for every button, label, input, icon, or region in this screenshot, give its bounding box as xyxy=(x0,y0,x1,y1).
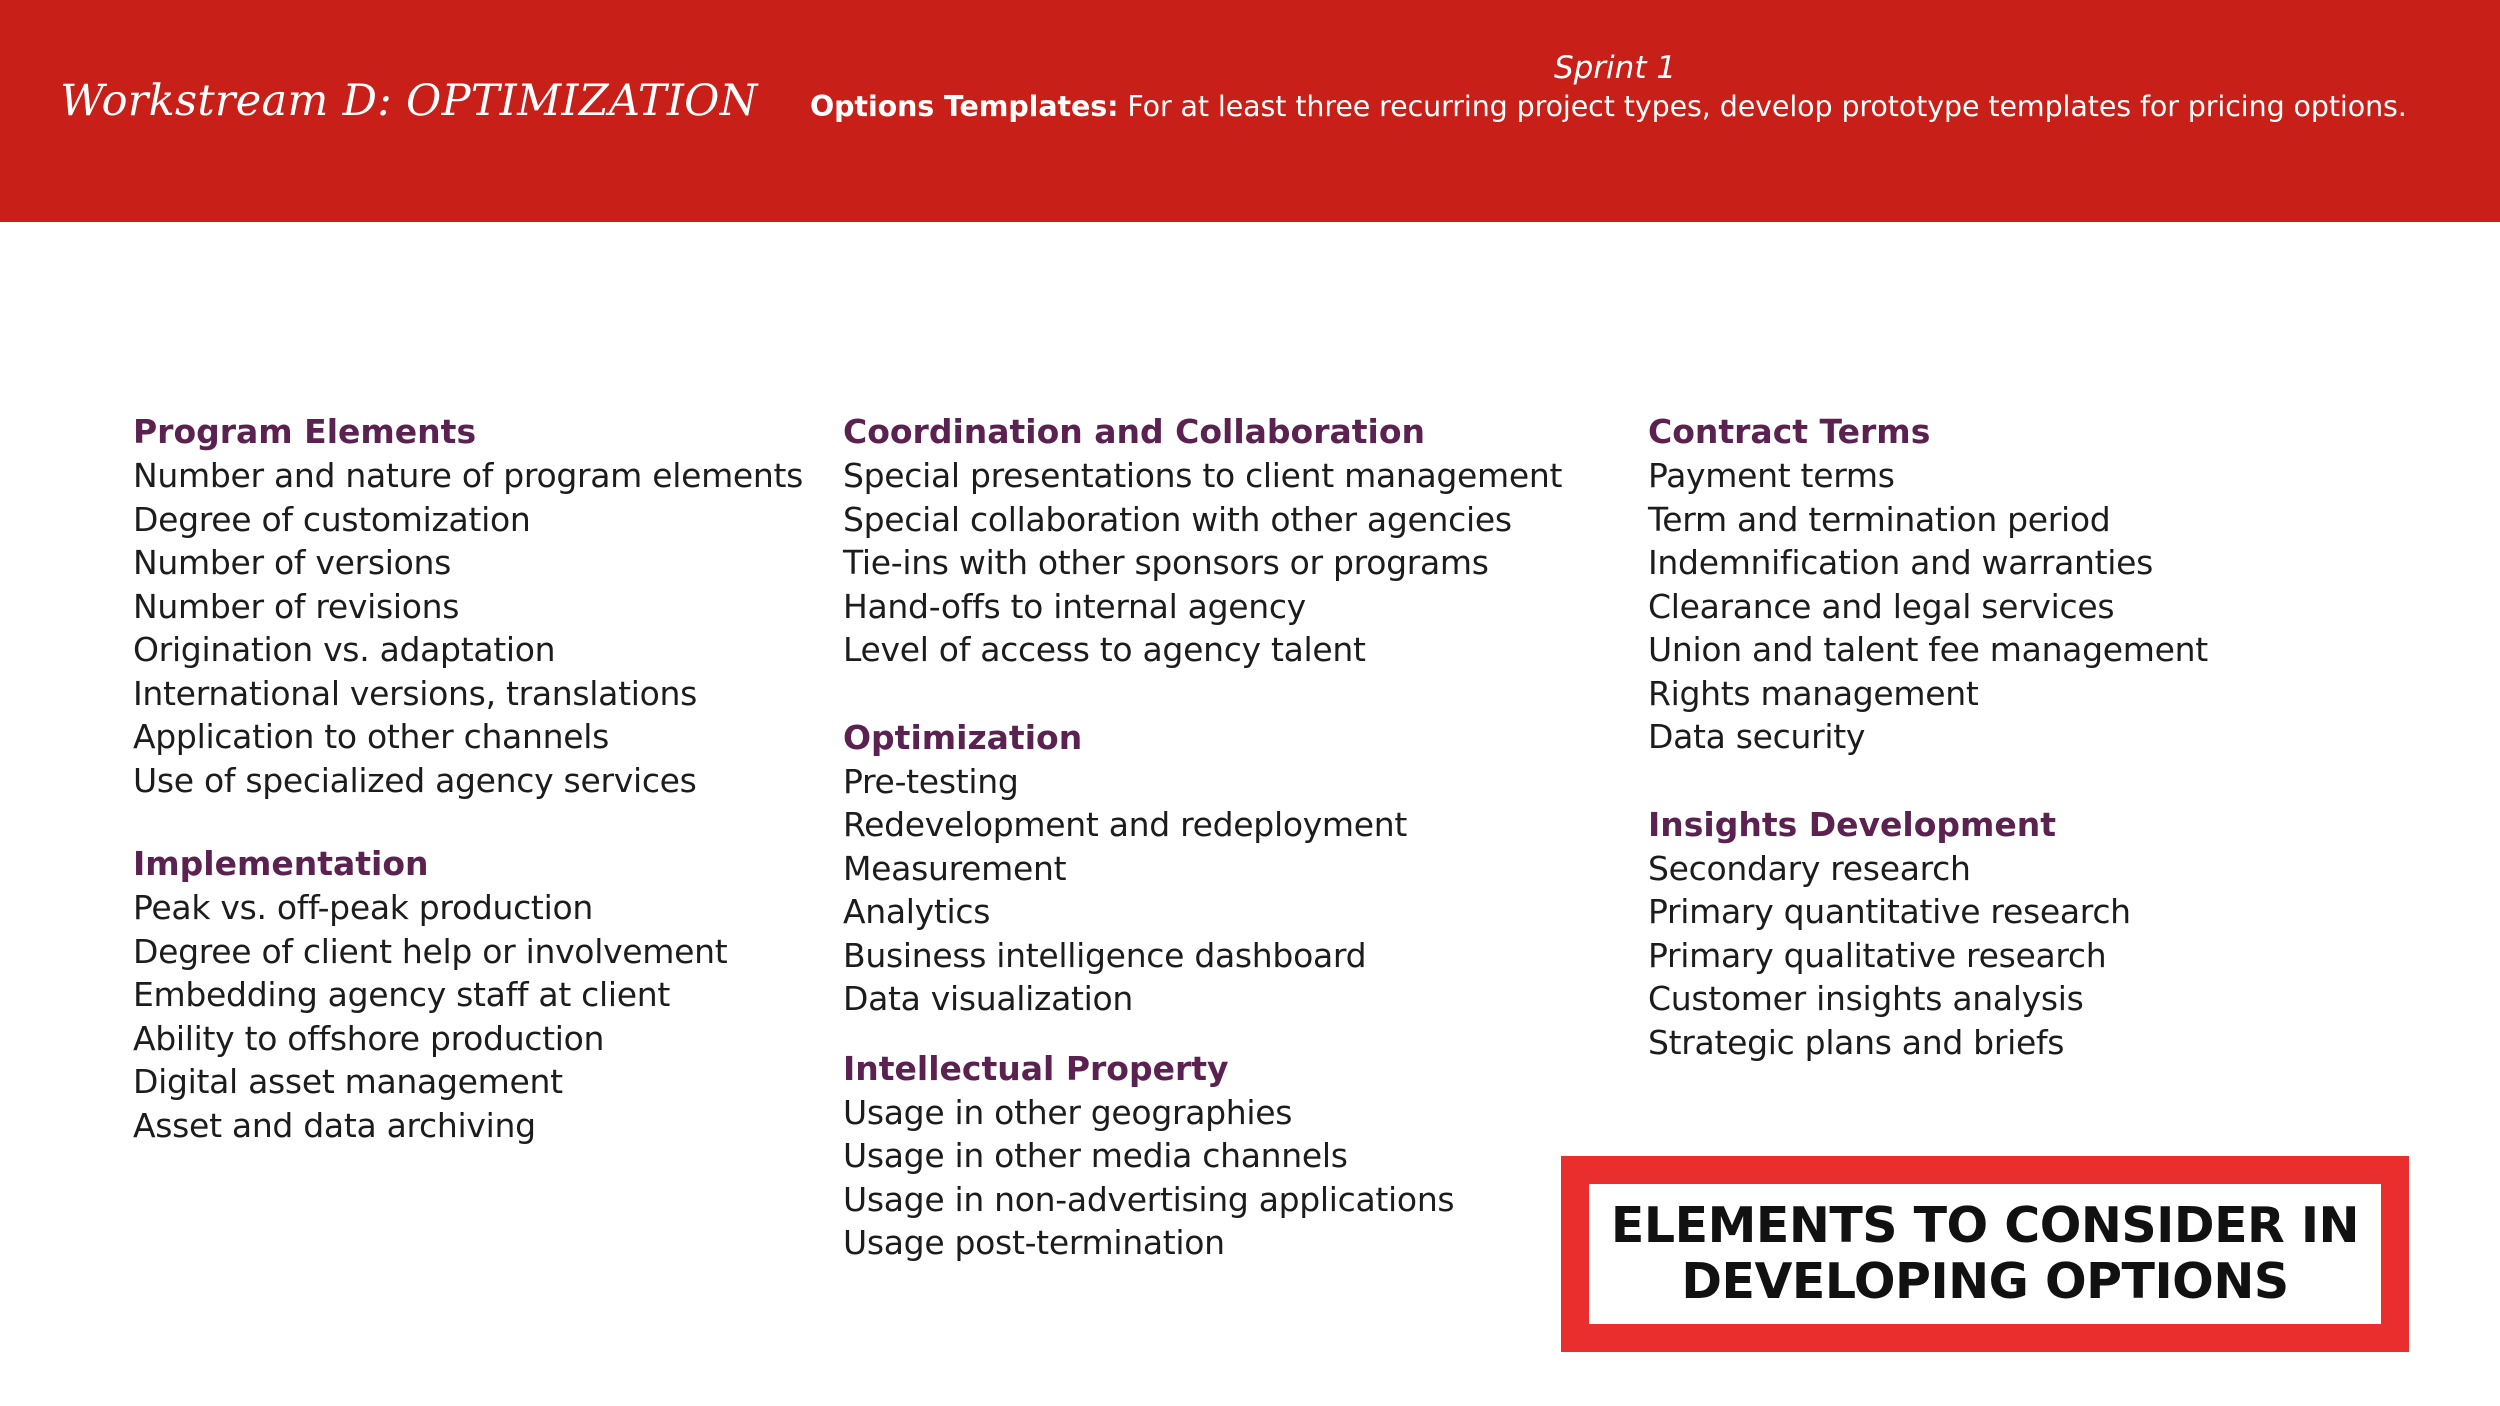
section-title: Intellectual Property xyxy=(843,1048,1229,1088)
section-title: Program Elements xyxy=(133,412,477,451)
list-item: Term and termination period xyxy=(1648,499,2111,539)
callout-box xyxy=(1561,1156,2409,1352)
list-item: Usage in other geographies xyxy=(843,1092,1293,1132)
list-item: International versions, translations xyxy=(133,673,697,713)
workstream-title: Workstream D: OPTIMIZATION xyxy=(60,76,758,126)
list-item: Redevelopment and redeployment xyxy=(843,805,1408,844)
list-item: Degree of client help or involvement xyxy=(133,931,728,971)
section-implementation xyxy=(133,842,823,1147)
section-title: Implementation xyxy=(133,844,429,883)
list-item: Peak vs. off-peak production xyxy=(133,888,593,927)
subtitle xyxy=(810,90,2407,123)
list-item: Union and talent fee management xyxy=(1648,630,2208,669)
list-item: Special collaboration with other agencies xyxy=(843,499,1512,539)
list-item: Data security xyxy=(1648,717,1866,756)
section-optimization xyxy=(843,716,1543,1021)
subtitle-text: For at least three recurring project types, develop prototype templates for pricing options. xyxy=(1118,90,2407,123)
list-item: Usage in other media channels xyxy=(843,1136,1348,1175)
list-item: Rights management xyxy=(1648,673,1979,713)
list-item: Number of versions xyxy=(133,543,452,582)
list-item: Digital asset management xyxy=(133,1062,563,1101)
section-program-elements xyxy=(133,410,823,802)
section-title: Coordination and Collaboration xyxy=(843,412,1426,451)
list-item: Hand-offs to internal agency xyxy=(843,586,1306,626)
list-item: Usage post-termination xyxy=(843,1223,1225,1262)
section-insights-development xyxy=(1648,803,2408,1065)
list-item: Tie-ins with other sponsors or programs xyxy=(843,543,1489,582)
sprint-label: Sprint 1 xyxy=(1553,50,1677,86)
callout-inner xyxy=(1589,1184,2381,1324)
list-item: Data visualization xyxy=(843,979,1134,1018)
list-item: Primary quantitative research xyxy=(1648,892,2131,931)
list-item: Analytics xyxy=(843,892,991,931)
list-item: Pre-testing xyxy=(843,761,1019,801)
section-title: Contract Terms xyxy=(1648,412,1931,451)
list-item: Ability to offshore production xyxy=(133,1018,605,1058)
section-title: Optimization xyxy=(843,717,1083,757)
list-item: Strategic plans and briefs xyxy=(1648,1022,2065,1062)
list-item: Use of specialized agency services xyxy=(133,760,697,800)
section-contract-terms xyxy=(1648,410,2408,759)
list-item: Measurement xyxy=(843,848,1067,888)
list-item: Payment terms xyxy=(1648,456,1895,495)
subtitle-label: Options Templates: xyxy=(810,90,1119,123)
section-title: Insights Development xyxy=(1648,804,2057,844)
callout-line-1: ELEMENTS TO CONSIDER IN xyxy=(1610,1197,2360,1254)
list-item: Customer insights analysis xyxy=(1648,979,2084,1018)
list-item: Number of revisions xyxy=(133,586,460,626)
callout-line-2: DEVELOPING OPTIONS xyxy=(1681,1253,2289,1310)
list-item: Application to other channels xyxy=(133,717,609,756)
list-item: Level of access to agency talent xyxy=(843,630,1366,669)
list-item: Asset and data archiving xyxy=(133,1105,536,1145)
list-item: Origination vs. adaptation xyxy=(133,630,556,669)
section-intellectual-property xyxy=(843,1047,1543,1265)
list-item: Degree of customization xyxy=(133,499,531,539)
list-item: Indemnification and warranties xyxy=(1648,543,2154,582)
column-left xyxy=(133,410,823,1147)
list-item: Business intelligence dashboard xyxy=(843,935,1367,975)
list-item: Usage in non-advertising applications xyxy=(843,1179,1455,1219)
list-item: Primary qualitative research xyxy=(1648,935,2107,975)
list-item: Embedding agency staff at client xyxy=(133,975,670,1014)
list-item: Secondary research xyxy=(1648,848,1971,888)
list-item: Number and nature of program elements xyxy=(133,456,804,495)
column-middle xyxy=(843,410,1563,1265)
list-item: Special presentations to client management xyxy=(843,456,1563,495)
callout-text xyxy=(1600,1198,2370,1310)
header-band xyxy=(0,0,2500,222)
list-item: Clearance and legal services xyxy=(1648,586,2115,626)
section-coordination xyxy=(843,410,1563,672)
column-right xyxy=(1648,410,2408,1064)
